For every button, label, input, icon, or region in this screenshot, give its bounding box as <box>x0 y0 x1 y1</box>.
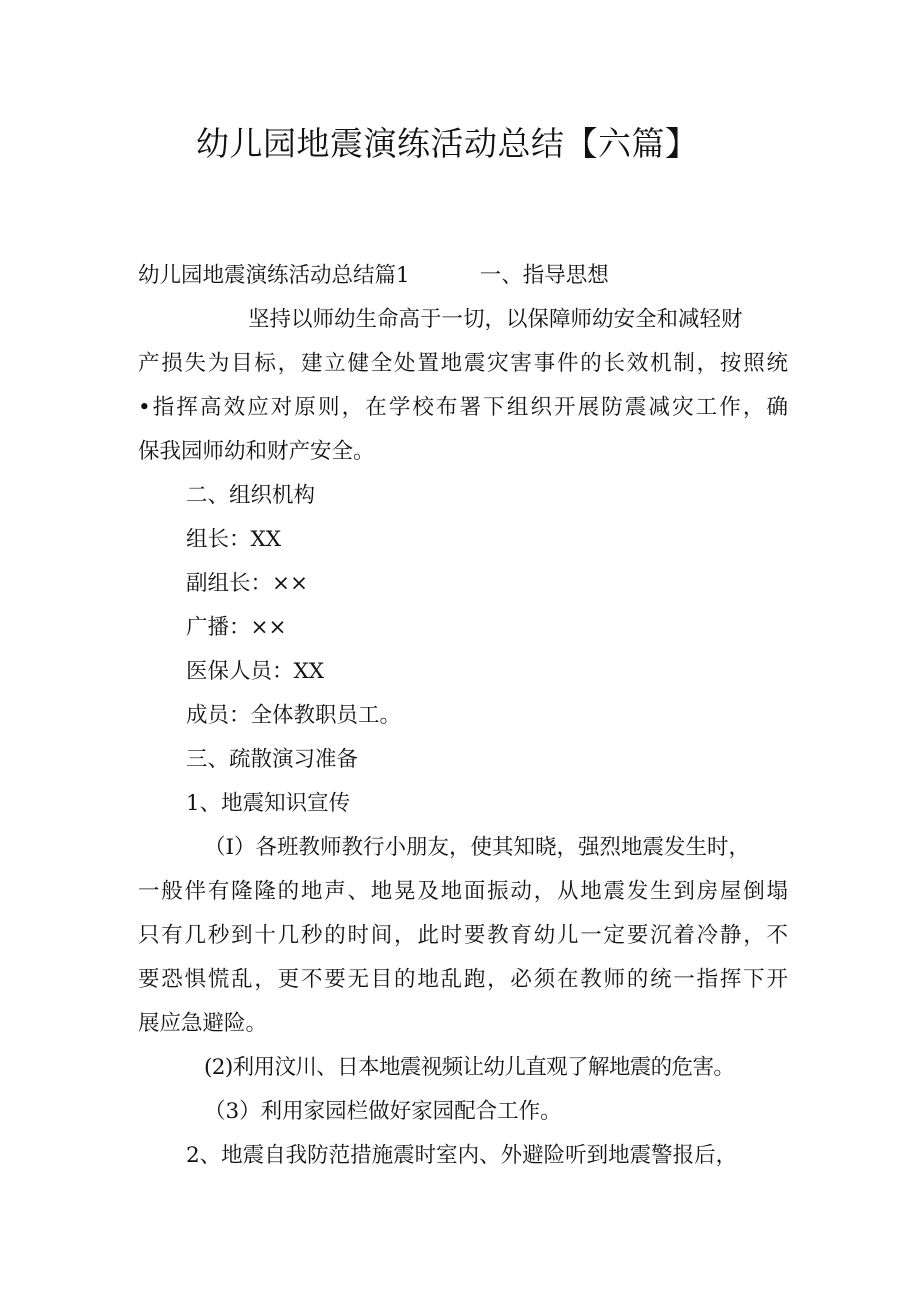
document-title: 幼儿园地震演练活动总结【六篇】 <box>196 124 699 163</box>
paragraph-line: （I）各班教师教行小朋友，使其知晓，强烈地震发生时， <box>204 835 750 860</box>
org-leader: 组长：XX <box>186 527 282 552</box>
paragraph-line: (2)利用汶川、日本地震视频让幼儿直观了解地震的危害。 <box>204 1055 735 1080</box>
paragraph-line: 2、地震自我防范措施震时室内、外避险听到地震警报后， <box>186 1143 738 1168</box>
paragraph-line: 只有几秒到十几秒的时间，此时要教育幼儿一定要沉着冷静，不 <box>138 923 788 948</box>
paragraph-line: 一般伴有隆隆的地声、地晃及地面振动，从地震发生到房屋倒塌 <box>138 879 788 904</box>
org-medical-staff: 医保人员：XX <box>186 659 325 684</box>
heading-guiding-ideology: 一、指导思想 <box>479 263 609 288</box>
paragraph-line: 保我园师幼和财产安全。 <box>138 439 375 464</box>
paragraph-line <box>138 254 788 298</box>
paragraph-line: 产损失为目标，建立健全处置地震灾害事件的长效机制，按照统 <box>138 351 788 376</box>
paragraph-line: 要恐惧慌乱，更不要无目的地乱跑，必须在教师的统一指挥下开 <box>138 967 788 992</box>
heading-organization: 二、组织机构 <box>186 483 316 508</box>
paragraph-line: （3）利用家园栏做好家园配合工作。 <box>204 1099 562 1124</box>
section-heading: 幼儿园地震演练活动总结篇1 <box>138 263 410 288</box>
heading-evacuation-prep: 三、疏散演习准备 <box>186 747 359 772</box>
org-deputy-leader: 副组长：×× <box>186 571 309 596</box>
org-broadcast: 广播：×× <box>186 615 287 640</box>
paragraph-line: 坚持以师幼生命高于一切，以保障师幼安全和减轻财 <box>248 307 743 332</box>
paragraph-line: •指挥高效应对原则，在学校布署下组织开展防震减灾工作，确 <box>138 395 788 420</box>
paragraph-line: 展应急避险。 <box>138 1011 268 1036</box>
document-body <box>138 254 788 1178</box>
subheading-earthquake-knowledge: 1、地震知识宣传 <box>186 791 351 816</box>
org-members: 成员：全体教职员工。 <box>186 703 402 728</box>
